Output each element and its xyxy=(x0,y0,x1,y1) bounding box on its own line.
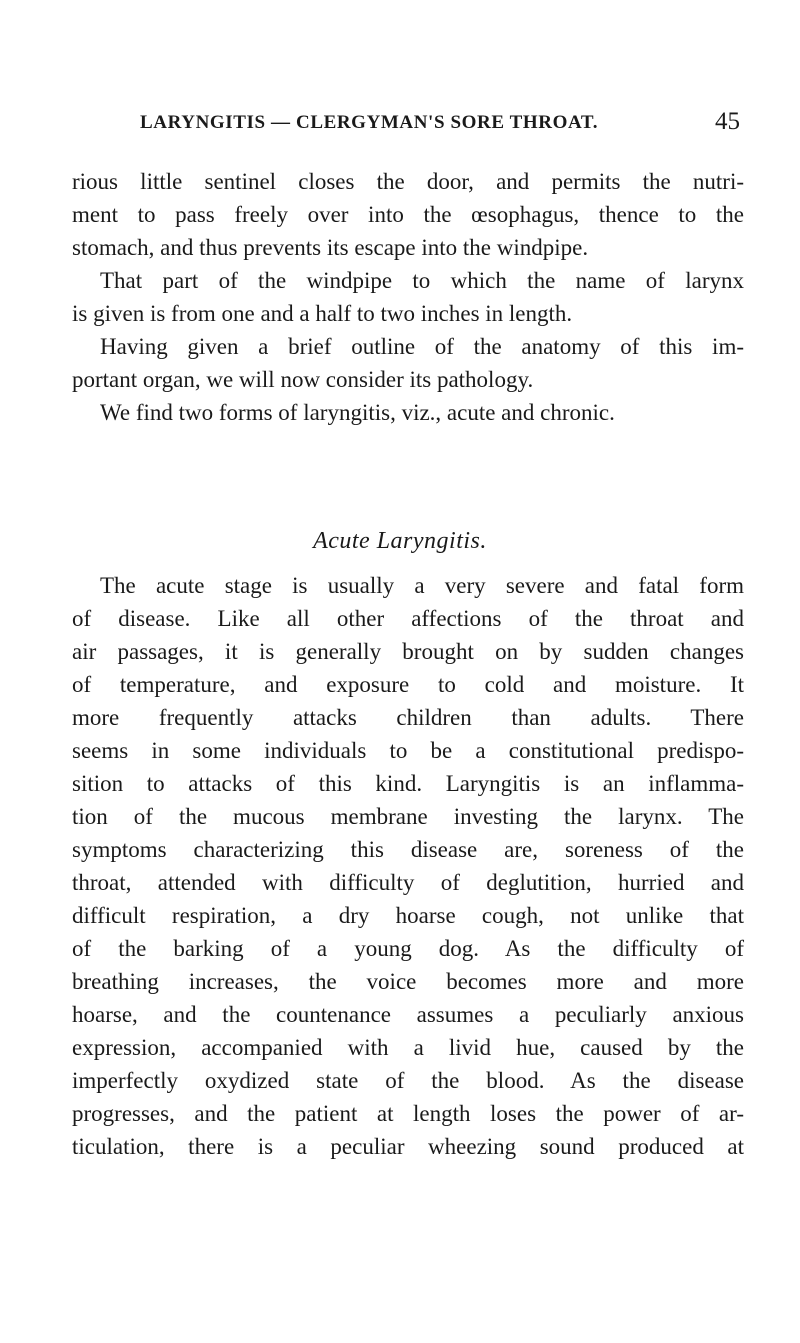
text-line: That part of the windpipe to which the name of larynx xyxy=(100,268,744,293)
running-head xyxy=(140,108,740,142)
text-line: stomach, and thus prevents its escape into the windpipe. xyxy=(72,235,589,260)
text-line: portant organ, we will now consider its pathology. xyxy=(72,367,534,392)
page-number: 45 xyxy=(715,108,740,135)
text-line: more frequently attacks children than adults. There xyxy=(72,705,744,730)
text-line: rious little sentinel closes the door, and permits the nutri- xyxy=(72,169,744,194)
text-line: of temperature, and exposure to cold and moisture. It xyxy=(72,672,744,697)
body-text-main xyxy=(72,569,744,1163)
text-line: tion of the mucous membrane investing the larynx. The xyxy=(72,804,744,829)
text-line: throat, attended with difficulty of deglutition, hurried and xyxy=(72,870,744,895)
text-line: hoarse, and the countenance assumes a peculiarly anxious xyxy=(72,1002,744,1027)
text-line: symptoms characterizing this disease are, soreness of the xyxy=(72,837,744,862)
running-title: LARYNGITIS — CLERGYMAN'S SORE THROAT. xyxy=(140,112,599,133)
text-line: of the barking of a young dog. As the difficulty of xyxy=(72,936,744,961)
text-line: ticulation, there is a peculiar wheezing sound produced at xyxy=(72,1134,744,1159)
text-line: difficult respiration, a dry hoarse cough, not unlike that xyxy=(72,903,744,928)
text-line: sition to attacks of this kind. Laryngitis is an inflamma- xyxy=(72,771,744,796)
text-line: We find two forms of laryngitis, viz., acute and chronic. xyxy=(100,400,615,425)
section-heading: Acute Laryngitis. xyxy=(313,528,487,554)
text-line: expression, accompanied with a livid hue, caused by the xyxy=(72,1035,744,1060)
text-line: of disease. Like all other affections of the throat and xyxy=(72,606,744,631)
text-line: ment to pass freely over into the œsophagus, thence to the xyxy=(72,202,744,227)
text-line: seems in some individuals to be a constitutional predispo- xyxy=(72,738,744,763)
text-line: air passages, it is generally brought on by sudden changes xyxy=(72,639,744,664)
text-line: is given is from one and a half to two inches in length. xyxy=(72,301,573,326)
body-text-top xyxy=(72,165,744,429)
text-line: The acute stage is usually a very severe and fatal form xyxy=(100,573,744,598)
text-line: progresses, and the patient at length loses the power of ar- xyxy=(72,1101,744,1126)
text-line: Having given a brief outline of the anatomy of this im- xyxy=(100,334,744,359)
text-line: breathing increases, the voice becomes more and more xyxy=(72,969,744,994)
text-line: imperfectly oxydized state of the blood. As the disease xyxy=(72,1068,744,1093)
